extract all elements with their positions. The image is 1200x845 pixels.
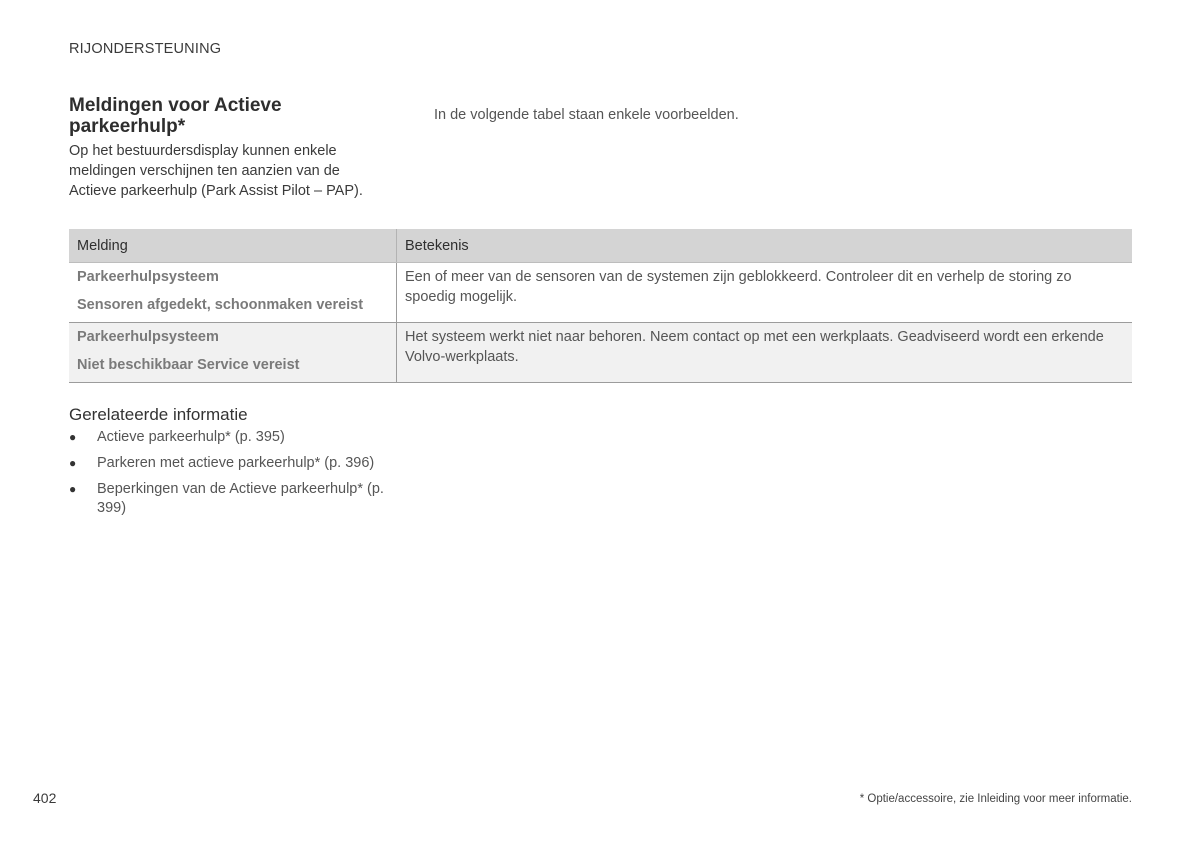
table-row xyxy=(69,263,1132,323)
message-title: Parkeerhulpsysteem xyxy=(77,269,219,285)
column-header-betekenis: Betekenis xyxy=(397,229,1133,263)
related-info-list xyxy=(69,428,399,525)
related-link[interactable] xyxy=(69,428,399,447)
meaning-cell: Het systeem werkt niet naar behoren. Neem contact op met een werkplaats. Geadviseerd wordt een erkende Volvo-werkplaats. xyxy=(397,323,1133,383)
table-row xyxy=(69,323,1132,383)
related-link-label[interactable]: Beperkingen van de Actieve parkeerhulp* (p. 399) xyxy=(97,481,384,516)
related-link[interactable] xyxy=(69,480,399,518)
bullet-icon: ● xyxy=(69,456,77,470)
related-link-label[interactable]: Parkeren met actieve parkeerhulp* (p. 396) xyxy=(97,455,375,471)
related-info-heading: Gerelateerde informatie xyxy=(69,405,248,424)
page-number: 402 xyxy=(33,790,57,806)
message-title: Parkeerhulpsysteem xyxy=(77,329,219,345)
page-title: Meldingen voor Actieve parkeerhulp* xyxy=(69,95,282,137)
meaning-cell: Een of meer van de sensoren van de systemen zijn geblokkeerd. Controleer dit en verhelp de storing zo spoedig mogelijk. xyxy=(397,263,1133,323)
related-link[interactable] xyxy=(69,454,399,473)
messages-table xyxy=(69,229,1132,383)
column-header-melding: Melding xyxy=(69,229,397,263)
message-detail: Niet beschikbaar Service vereist xyxy=(77,357,300,373)
message-cell xyxy=(69,263,397,323)
bullet-icon: ● xyxy=(69,430,77,444)
table-intro-text: In de volgende tabel staan enkele voorbeelden. xyxy=(434,107,739,123)
intro-paragraph: Op het bestuurdersdisplay kunnen enkele meldingen verschijnen ten aanzien van de Actieve parkeerhulp (Park Assist Pilot – PAP). xyxy=(69,143,363,199)
message-cell xyxy=(69,323,397,383)
related-link-label[interactable]: Actieve parkeerhulp* (p. 395) xyxy=(97,429,285,445)
section-header: RIJONDERSTEUNING xyxy=(69,41,222,57)
footnote: * Optie/accessoire, zie Inleiding voor meer informatie. xyxy=(859,793,1132,805)
message-detail: Sensoren afgedekt, schoonmaken vereist xyxy=(77,297,364,313)
table-header-row xyxy=(69,229,1132,263)
bullet-icon: ● xyxy=(69,482,77,496)
